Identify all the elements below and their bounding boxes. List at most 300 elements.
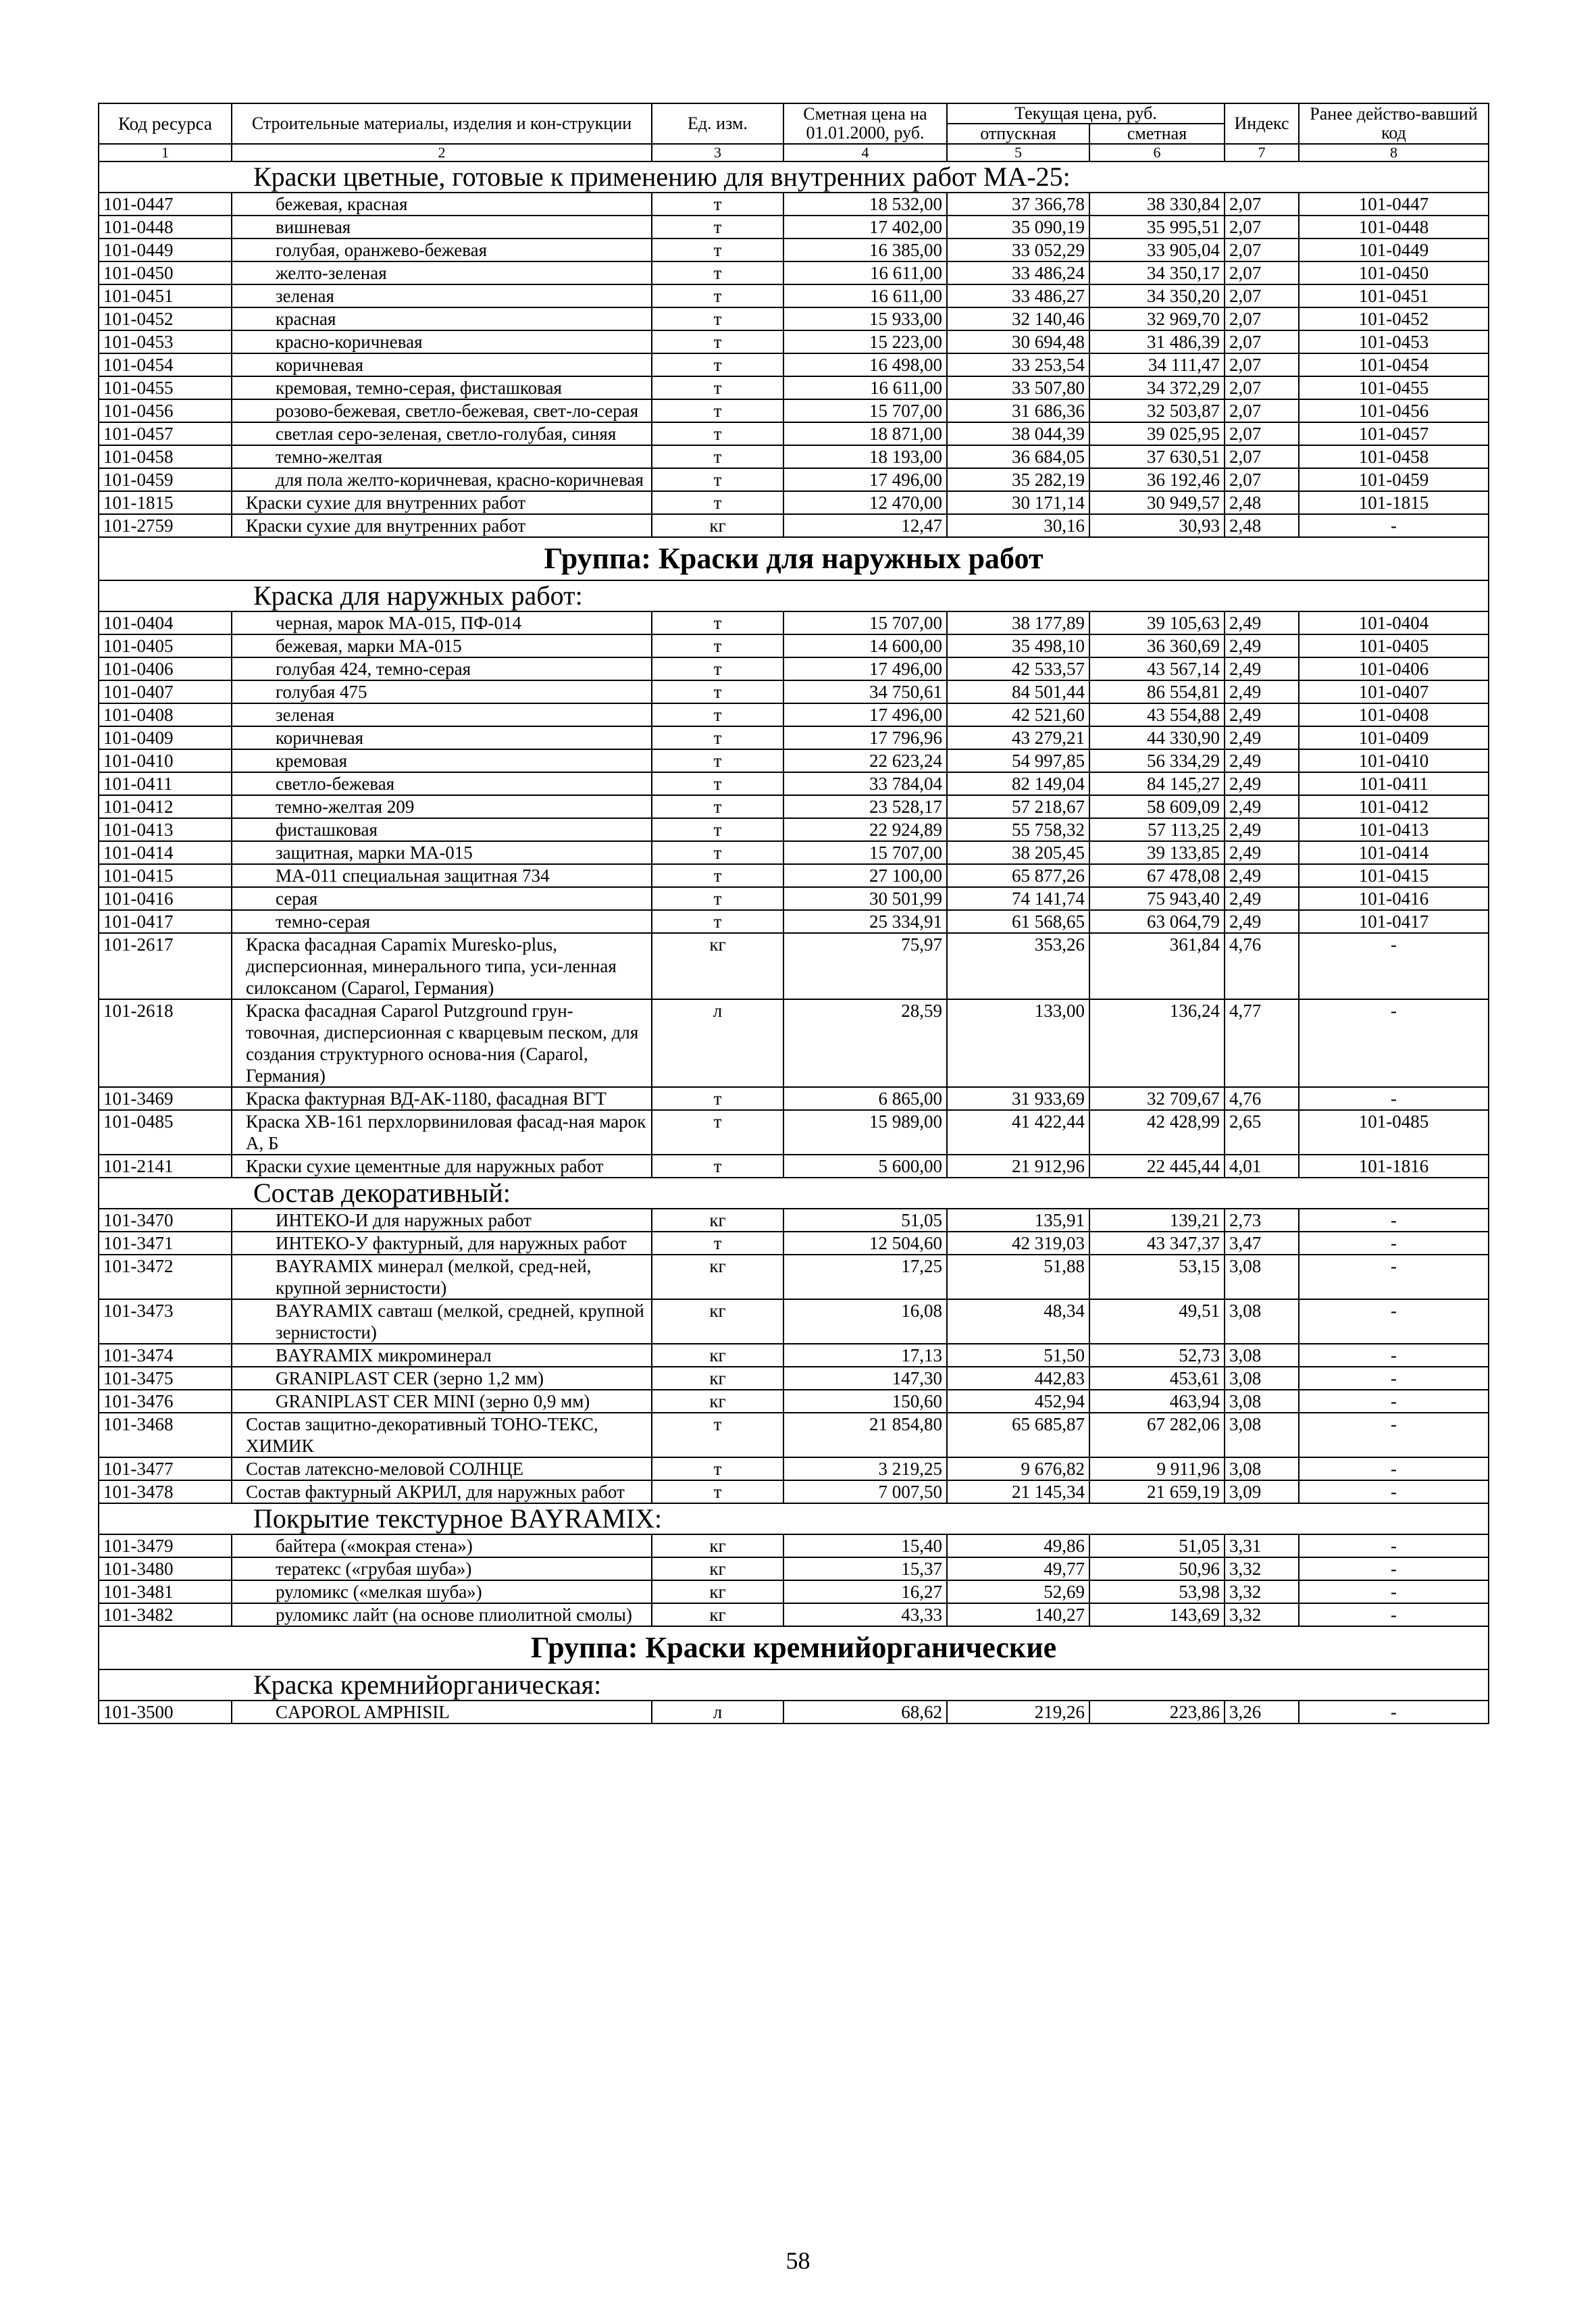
material-name-cell: фисташковая <box>232 818 652 841</box>
section-header-row <box>99 1178 1489 1209</box>
base-price-cell: 15 223,00 <box>783 330 947 353</box>
resource-code-cell: 101-3472 <box>99 1255 232 1299</box>
table-row <box>99 1701 1489 1724</box>
resource-code-cell: 101-0414 <box>99 841 232 864</box>
col-num: 3 <box>652 144 783 161</box>
section-header-row <box>99 580 1489 611</box>
resource-code-cell: 101-0411 <box>99 772 232 795</box>
unit-cell: кг <box>652 1367 783 1390</box>
table-row <box>99 1534 1489 1557</box>
sale-price-cell: 21 145,34 <box>947 1480 1089 1503</box>
material-name-cell: защитная, марки МА-015 <box>232 841 652 864</box>
sale-price-cell: 32 140,46 <box>947 307 1089 330</box>
previous-code-cell: 101-0455 <box>1299 376 1489 399</box>
index-cell: 2,49 <box>1225 726 1299 749</box>
header-code: Код ресурса <box>99 103 232 144</box>
resource-code-cell: 101-3470 <box>99 1209 232 1232</box>
estimate-price-cell: 31 486,39 <box>1089 330 1225 353</box>
unit-cell: т <box>652 1232 783 1255</box>
group-title: Группа: Краски кремнийорганические <box>99 1626 1489 1669</box>
unit-cell: т <box>652 353 783 376</box>
material-name-cell: тератекс («грубая шуба») <box>232 1557 652 1580</box>
table-row <box>99 238 1489 261</box>
base-price-cell: 17 796,96 <box>783 726 947 749</box>
section-title: Краска для наружных работ: <box>99 580 1489 611</box>
sale-price-cell: 48,34 <box>947 1299 1089 1344</box>
previous-code-cell: 101-0453 <box>1299 330 1489 353</box>
table-row <box>99 611 1489 634</box>
sale-price-cell: 133,00 <box>947 999 1089 1087</box>
table-row <box>99 422 1489 445</box>
table-row <box>99 1344 1489 1367</box>
previous-code-cell: - <box>1299 1580 1489 1603</box>
table-row <box>99 999 1489 1087</box>
estimate-price-cell: 30,93 <box>1089 514 1225 537</box>
unit-cell: кг <box>652 1534 783 1557</box>
resource-code-cell: 101-3474 <box>99 1344 232 1367</box>
base-price-cell: 15 707,00 <box>783 399 947 422</box>
index-cell: 2,07 <box>1225 422 1299 445</box>
material-name-cell: МА-011 специальная защитная 734 <box>232 864 652 887</box>
previous-code-cell: 101-0405 <box>1299 634 1489 657</box>
base-price-cell: 7 007,50 <box>783 1480 947 1503</box>
unit-cell: т <box>652 680 783 703</box>
resource-code-cell: 101-0405 <box>99 634 232 657</box>
table-row <box>99 307 1489 330</box>
sale-price-cell: 43 279,21 <box>947 726 1089 749</box>
material-name-cell: для пола желто-коричневая, красно-коричневая <box>232 468 652 491</box>
table-row <box>99 910 1489 933</box>
material-name-cell: голубая 475 <box>232 680 652 703</box>
col-num: 7 <box>1225 144 1299 161</box>
base-price-cell: 68,62 <box>783 1701 947 1724</box>
unit-cell: т <box>652 818 783 841</box>
index-cell: 4,76 <box>1225 1087 1299 1110</box>
resource-code-cell: 101-0450 <box>99 261 232 284</box>
index-cell: 3,08 <box>1225 1255 1299 1299</box>
price-table-sheet <box>98 103 1488 1724</box>
material-name-cell: серая <box>232 887 652 910</box>
table-row <box>99 1557 1489 1580</box>
sale-price-cell: 35 282,19 <box>947 468 1089 491</box>
resource-code-cell: 101-0410 <box>99 749 232 772</box>
previous-code-cell: 101-0412 <box>1299 795 1489 818</box>
resource-code-cell: 101-0404 <box>99 611 232 634</box>
estimate-price-cell: 37 630,51 <box>1089 445 1225 468</box>
resource-code-cell: 101-3482 <box>99 1603 232 1626</box>
sale-price-cell: 49,86 <box>947 1534 1089 1557</box>
material-name-cell: байтера («мокрая стена») <box>232 1534 652 1557</box>
unit-cell: т <box>652 703 783 726</box>
index-cell: 2,07 <box>1225 399 1299 422</box>
table-row <box>99 1232 1489 1255</box>
previous-code-cell: 101-0404 <box>1299 611 1489 634</box>
previous-code-cell: - <box>1299 1534 1489 1557</box>
index-cell: 3,31 <box>1225 1534 1299 1557</box>
sale-price-cell: 35 090,19 <box>947 216 1089 238</box>
previous-code-cell: 101-1815 <box>1299 491 1489 514</box>
unit-cell: т <box>652 795 783 818</box>
estimate-price-cell: 51,05 <box>1089 1534 1225 1557</box>
previous-code-cell: 101-0406 <box>1299 657 1489 680</box>
unit-cell: т <box>652 1480 783 1503</box>
unit-cell: т <box>652 307 783 330</box>
table-row <box>99 353 1489 376</box>
material-name-cell: светлая серо-зеленая, светло-голубая, синяя <box>232 422 652 445</box>
sale-price-cell: 31 933,69 <box>947 1087 1089 1110</box>
unit-cell: т <box>652 468 783 491</box>
table-row <box>99 864 1489 887</box>
resource-code-cell: 101-0449 <box>99 238 232 261</box>
estimate-price-cell: 9 911,96 <box>1089 1457 1225 1480</box>
sale-price-cell: 9 676,82 <box>947 1457 1089 1480</box>
unit-cell: кг <box>652 1390 783 1413</box>
unit-cell: кг <box>652 1209 783 1232</box>
sale-price-cell: 442,83 <box>947 1367 1089 1390</box>
estimate-price-cell: 453,61 <box>1089 1367 1225 1390</box>
previous-code-cell: - <box>1299 1557 1489 1580</box>
estimate-price-cell: 39 133,85 <box>1089 841 1225 864</box>
unit-cell: кг <box>652 1344 783 1367</box>
material-name-cell: Краска фасадная Caparol Putzground грун-товочная, дисперсионная с кварцевым песком, для создания структурного основа-ния (Caparol, Германия) <box>232 999 652 1087</box>
price-table <box>98 103 1489 1724</box>
index-cell: 2,49 <box>1225 818 1299 841</box>
index-cell: 3,08 <box>1225 1457 1299 1480</box>
sale-price-cell: 38 044,39 <box>947 422 1089 445</box>
material-name-cell: темно-желтая 209 <box>232 795 652 818</box>
estimate-price-cell: 36 360,69 <box>1089 634 1225 657</box>
estimate-price-cell: 143,69 <box>1089 1603 1225 1626</box>
resource-code-cell: 101-2617 <box>99 933 232 999</box>
table-row <box>99 1155 1489 1178</box>
material-name-cell: кремовая <box>232 749 652 772</box>
column-numbers-row <box>99 144 1489 161</box>
sale-price-cell: 33 052,29 <box>947 238 1089 261</box>
resource-code-cell: 101-3476 <box>99 1390 232 1413</box>
base-price-cell: 16,08 <box>783 1299 947 1344</box>
table-row <box>99 376 1489 399</box>
index-cell: 2,07 <box>1225 468 1299 491</box>
resource-code-cell: 101-0457 <box>99 422 232 445</box>
base-price-cell: 15 989,00 <box>783 1110 947 1155</box>
base-price-cell: 21 854,80 <box>783 1413 947 1457</box>
index-cell: 3,08 <box>1225 1299 1299 1344</box>
sale-price-cell: 353,26 <box>947 933 1089 999</box>
estimate-price-cell: 42 428,99 <box>1089 1110 1225 1155</box>
material-name-cell: Краска фактурная ВД-АК-1180, фасадная ВГТ <box>232 1087 652 1110</box>
base-price-cell: 18 532,00 <box>783 193 947 216</box>
estimate-price-cell: 32 503,87 <box>1089 399 1225 422</box>
sale-price-cell: 33 507,80 <box>947 376 1089 399</box>
estimate-price-cell: 58 609,09 <box>1089 795 1225 818</box>
table-row <box>99 1110 1489 1155</box>
sale-price-cell: 30 171,14 <box>947 491 1089 514</box>
table-row <box>99 841 1489 864</box>
base-price-cell: 12,47 <box>783 514 947 537</box>
previous-code-cell: - <box>1299 999 1489 1087</box>
table-row <box>99 726 1489 749</box>
resource-code-cell: 101-3481 <box>99 1580 232 1603</box>
index-cell: 3,32 <box>1225 1580 1299 1603</box>
material-name-cell: кремовая, темно-серая, фисташковая <box>232 376 652 399</box>
table-row <box>99 514 1489 537</box>
estimate-price-cell: 44 330,90 <box>1089 726 1225 749</box>
material-name-cell: Краска ХВ-161 перхлорвиниловая фасад-ная марок А, Б <box>232 1110 652 1155</box>
sale-price-cell: 61 568,65 <box>947 910 1089 933</box>
unit-cell: л <box>652 999 783 1087</box>
sale-price-cell: 51,50 <box>947 1344 1089 1367</box>
table-row <box>99 468 1489 491</box>
section-title: Краски цветные, готовые к применению для внутренних работ МА-25: <box>99 161 1489 193</box>
resource-code-cell: 101-3480 <box>99 1557 232 1580</box>
index-cell: 2,49 <box>1225 795 1299 818</box>
col-num: 2 <box>232 144 652 161</box>
estimate-price-cell: 223,86 <box>1089 1701 1225 1724</box>
resource-code-cell: 101-0407 <box>99 680 232 703</box>
material-name-cell: руломикс лайт (на основе плиолитной смолы) <box>232 1603 652 1626</box>
material-name-cell: руломикс («мелкая шуба») <box>232 1580 652 1603</box>
material-name-cell: Состав фактурный АКРИЛ, для наружных работ <box>232 1480 652 1503</box>
unit-cell: кг <box>652 1603 783 1626</box>
base-price-cell: 18 193,00 <box>783 445 947 468</box>
previous-code-cell: 101-0417 <box>1299 910 1489 933</box>
table-row <box>99 1480 1489 1503</box>
material-name-cell: красная <box>232 307 652 330</box>
unit-cell: кг <box>652 1557 783 1580</box>
estimate-price-cell: 34 350,17 <box>1089 261 1225 284</box>
previous-code-cell: 101-0408 <box>1299 703 1489 726</box>
index-cell: 2,65 <box>1225 1110 1299 1155</box>
sale-price-cell: 30 694,48 <box>947 330 1089 353</box>
previous-code-cell: - <box>1299 1701 1489 1724</box>
sale-price-cell: 51,88 <box>947 1255 1089 1299</box>
unit-cell: т <box>652 634 783 657</box>
base-price-cell: 15 707,00 <box>783 841 947 864</box>
table-row <box>99 634 1489 657</box>
previous-code-cell: 101-0457 <box>1299 422 1489 445</box>
unit-cell: т <box>652 376 783 399</box>
estimate-price-cell: 136,24 <box>1089 999 1225 1087</box>
previous-code-cell: - <box>1299 1457 1489 1480</box>
unit-cell: т <box>652 261 783 284</box>
table-row <box>99 1413 1489 1457</box>
sale-price-cell: 219,26 <box>947 1701 1089 1724</box>
unit-cell: т <box>652 1413 783 1457</box>
section-title: Состав декоративный: <box>99 1178 1489 1209</box>
index-cell: 4,77 <box>1225 999 1299 1087</box>
group-header-row <box>99 1626 1489 1669</box>
resource-code-cell: 101-3468 <box>99 1413 232 1457</box>
table-row <box>99 772 1489 795</box>
material-name-cell: темно-серая <box>232 910 652 933</box>
previous-code-cell: 101-1816 <box>1299 1155 1489 1178</box>
previous-code-cell: - <box>1299 1367 1489 1390</box>
estimate-price-cell: 33 905,04 <box>1089 238 1225 261</box>
base-price-cell: 28,59 <box>783 999 947 1087</box>
table-row <box>99 193 1489 216</box>
section-header-row <box>99 161 1489 193</box>
table-row <box>99 887 1489 910</box>
previous-code-cell: - <box>1299 1087 1489 1110</box>
estimate-price-cell: 35 995,51 <box>1089 216 1225 238</box>
estimate-price-cell: 56 334,29 <box>1089 749 1225 772</box>
table-row <box>99 1603 1489 1626</box>
previous-code-cell: - <box>1299 933 1489 999</box>
sale-price-cell: 84 501,44 <box>947 680 1089 703</box>
previous-code-cell: 101-0459 <box>1299 468 1489 491</box>
sale-price-cell: 38 177,89 <box>947 611 1089 634</box>
resource-code-cell: 101-2759 <box>99 514 232 537</box>
base-price-cell: 12 504,60 <box>783 1232 947 1255</box>
section-header-row <box>99 1503 1489 1534</box>
base-price-cell: 15 707,00 <box>783 611 947 634</box>
previous-code-cell: 101-0414 <box>1299 841 1489 864</box>
header-name: Строительные материалы, изделия и кон-струкции <box>232 103 652 144</box>
material-name-cell: Состав защитно-декоративный ТОНО-ТЕКС, ХИМИК <box>232 1413 652 1457</box>
table-row <box>99 1390 1489 1413</box>
base-price-cell: 14 600,00 <box>783 634 947 657</box>
index-cell: 2,49 <box>1225 703 1299 726</box>
base-price-cell: 25 334,91 <box>783 910 947 933</box>
section-title: Краска кремнийорганическая: <box>99 1669 1489 1701</box>
sale-price-cell: 31 686,36 <box>947 399 1089 422</box>
index-cell: 3,32 <box>1225 1603 1299 1626</box>
resource-code-cell: 101-1815 <box>99 491 232 514</box>
index-cell: 2,49 <box>1225 772 1299 795</box>
material-name-cell: Состав латексно-меловой СОЛНЦЕ <box>232 1457 652 1480</box>
header-unit: Ед. изм. <box>652 103 783 144</box>
table-row <box>99 657 1489 680</box>
unit-cell: т <box>652 399 783 422</box>
base-price-cell: 17 402,00 <box>783 216 947 238</box>
base-price-cell: 16,27 <box>783 1580 947 1603</box>
estimate-price-cell: 39 025,95 <box>1089 422 1225 445</box>
sale-price-cell: 42 521,60 <box>947 703 1089 726</box>
index-cell: 2,07 <box>1225 445 1299 468</box>
estimate-price-cell: 139,21 <box>1089 1209 1225 1232</box>
unit-cell: т <box>652 611 783 634</box>
base-price-cell: 23 528,17 <box>783 795 947 818</box>
table-row <box>99 795 1489 818</box>
estimate-price-cell: 22 445,44 <box>1089 1155 1225 1178</box>
index-cell: 2,07 <box>1225 238 1299 261</box>
material-name-cell: голубая, оранжево-бежевая <box>232 238 652 261</box>
sale-price-cell: 54 997,85 <box>947 749 1089 772</box>
resource-code-cell: 101-0459 <box>99 468 232 491</box>
header-prev-code: Ранее действо-вавший код <box>1299 103 1489 144</box>
base-price-cell: 16 385,00 <box>783 238 947 261</box>
sale-price-cell: 452,94 <box>947 1390 1089 1413</box>
base-price-cell: 16 611,00 <box>783 376 947 399</box>
index-cell: 3,08 <box>1225 1390 1299 1413</box>
base-price-cell: 17,25 <box>783 1255 947 1299</box>
base-price-cell: 22 924,89 <box>783 818 947 841</box>
material-name-cell: GRANIPLAST CER (зерно 1,2 мм) <box>232 1367 652 1390</box>
base-price-cell: 22 623,24 <box>783 749 947 772</box>
previous-code-cell: 101-0456 <box>1299 399 1489 422</box>
previous-code-cell: 101-0416 <box>1299 887 1489 910</box>
material-name-cell: коричневая <box>232 353 652 376</box>
unit-cell: т <box>652 841 783 864</box>
estimate-price-cell: 52,73 <box>1089 1344 1225 1367</box>
index-cell: 3,08 <box>1225 1413 1299 1457</box>
resource-code-cell: 101-0454 <box>99 353 232 376</box>
index-cell: 2,49 <box>1225 611 1299 634</box>
estimate-price-cell: 38 330,84 <box>1089 193 1225 216</box>
base-price-cell: 150,60 <box>783 1390 947 1413</box>
table-row <box>99 1209 1489 1232</box>
previous-code-cell: 101-0448 <box>1299 216 1489 238</box>
sale-price-cell: 30,16 <box>947 514 1089 537</box>
resource-code-cell: 101-0455 <box>99 376 232 399</box>
unit-cell: т <box>652 1087 783 1110</box>
base-price-cell: 16 611,00 <box>783 261 947 284</box>
col-num: 4 <box>783 144 947 161</box>
base-price-cell: 17 496,00 <box>783 657 947 680</box>
sale-price-cell: 52,69 <box>947 1580 1089 1603</box>
resource-code-cell: 101-0416 <box>99 887 232 910</box>
section-title: Покрытие текстурное BAYRAMIX: <box>99 1503 1489 1534</box>
resource-code-cell: 101-0408 <box>99 703 232 726</box>
previous-code-cell: 101-0451 <box>1299 284 1489 307</box>
sale-price-cell: 140,27 <box>947 1603 1089 1626</box>
previous-code-cell: 101-0407 <box>1299 680 1489 703</box>
index-cell: 2,07 <box>1225 216 1299 238</box>
previous-code-cell: 101-0411 <box>1299 772 1489 795</box>
table-row <box>99 703 1489 726</box>
previous-code-cell: - <box>1299 1344 1489 1367</box>
base-price-cell: 3 219,25 <box>783 1457 947 1480</box>
estimate-price-cell: 361,84 <box>1089 933 1225 999</box>
estimate-price-cell: 34 372,29 <box>1089 376 1225 399</box>
estimate-price-cell: 21 659,19 <box>1089 1480 1225 1503</box>
header-base-price: Сметная цена на 01.01.2000, руб. <box>783 103 947 144</box>
base-price-cell: 75,97 <box>783 933 947 999</box>
base-price-cell: 6 865,00 <box>783 1087 947 1110</box>
index-cell: 2,73 <box>1225 1209 1299 1232</box>
sale-price-cell: 82 149,04 <box>947 772 1089 795</box>
previous-code-cell: 101-0458 <box>1299 445 1489 468</box>
table-row <box>99 491 1489 514</box>
previous-code-cell: - <box>1299 1232 1489 1255</box>
material-name-cell: желто-зеленая <box>232 261 652 284</box>
material-name-cell: Краски сухие для внутренних работ <box>232 491 652 514</box>
base-price-cell: 5 600,00 <box>783 1155 947 1178</box>
resource-code-cell: 101-2618 <box>99 999 232 1087</box>
sale-price-cell: 38 205,45 <box>947 841 1089 864</box>
resource-code-cell: 101-0451 <box>99 284 232 307</box>
previous-code-cell: 101-0454 <box>1299 353 1489 376</box>
material-name-cell: BAYRAMIX савташ (мелкой, средней, крупной зернистости) <box>232 1299 652 1344</box>
index-cell: 3,47 <box>1225 1232 1299 1255</box>
material-name-cell: красно-коричневая <box>232 330 652 353</box>
estimate-price-cell: 32 969,70 <box>1089 307 1225 330</box>
previous-code-cell: - <box>1299 1209 1489 1232</box>
index-cell: 2,49 <box>1225 749 1299 772</box>
unit-cell: л <box>652 1701 783 1724</box>
unit-cell: т <box>652 910 783 933</box>
material-name-cell: бежевая, красная <box>232 193 652 216</box>
unit-cell: т <box>652 657 783 680</box>
resource-code-cell: 101-3479 <box>99 1534 232 1557</box>
index-cell: 2,07 <box>1225 307 1299 330</box>
table-row <box>99 330 1489 353</box>
index-cell: 2,48 <box>1225 514 1299 537</box>
estimate-price-cell: 43 567,14 <box>1089 657 1225 680</box>
header-estimate-price: сметная <box>1089 124 1225 144</box>
unit-cell: т <box>652 238 783 261</box>
resource-code-cell: 101-3475 <box>99 1367 232 1390</box>
